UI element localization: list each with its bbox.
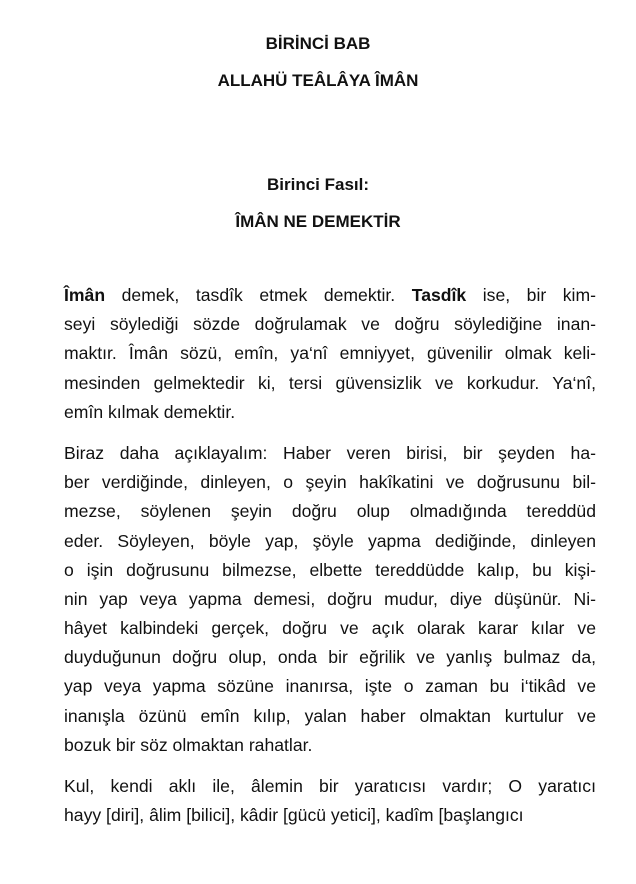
- text-line: [64, 339, 596, 368]
- text-line: [64, 801, 596, 830]
- text-run: seyi söylediği sözde doğrulamak ve doğru söylediğine inan-: [64, 314, 596, 335]
- paragraph: [64, 439, 596, 760]
- section-heading: Birinci Fasıl:: [266, 175, 370, 194]
- text-run: hâyet kalbindeki gerçek, doğru ve açık olarak karar kılar ve: [64, 618, 596, 639]
- text-line: [64, 614, 596, 643]
- text-run: maktır. Îmân sözü, emîn, ya‘nî emniyyet, güvenilir olmak keli-: [64, 343, 596, 364]
- text-run: mezse, söylenen şeyin doğru olup olmadığında tereddüd: [64, 501, 596, 522]
- bold-term: Tasdîk: [411, 285, 467, 305]
- paragraph: [64, 772, 596, 830]
- text-line: [64, 643, 596, 672]
- text-run: mesinden gelmektedir ki, tersi güvensizlik ve korkudur. Ya‘nî,: [64, 372, 596, 393]
- text-line: [64, 369, 596, 398]
- chapter-heading: BİRİNCİ BAB: [265, 34, 371, 53]
- text-run: demek, tasdîk etmek demektir.: [105, 285, 412, 305]
- text-run: Biraz daha açıklayalım: Haber veren birisi, bir şeyden ha-: [64, 442, 596, 463]
- text-line: [64, 702, 596, 731]
- text-run: emîn kılmak demektir.: [64, 401, 236, 422]
- text-line: [64, 310, 596, 339]
- text-line: [64, 398, 596, 427]
- text-run: eder. Söyleyen, böyle yap, şöyle yapma dediğinde, dinleyen: [64, 530, 596, 551]
- text-run: nin yap veya yapma demesi, doğru mudur, diye düşünür. Ni-: [64, 588, 596, 609]
- text-run: yap veya yapma sözüne inanırsa, işte o zaman bu i‘tikâd ve: [64, 676, 596, 697]
- text-run: Kul, kendi aklı ile, âlemin bir yaratıcısı vardır; O yaratıcı: [64, 776, 596, 796]
- text-line: [64, 585, 596, 614]
- text-line: [64, 556, 596, 585]
- body-text: [64, 281, 596, 842]
- text-run: bozuk bir söz olmaktan rahatlar.: [64, 734, 313, 755]
- text-line: [64, 772, 596, 801]
- text-line: [64, 497, 596, 526]
- text-run: o işin doğrusunu bilmezse, elbette tereddüdde kalıp, bu kişi-: [64, 559, 596, 580]
- paragraph: [64, 281, 596, 427]
- text-run: ber verdiğinde, dinleyen, o şeyin hakîkatini ve doğrusunu bil-: [64, 472, 596, 493]
- chapter-title: ALLAHÜ TEÂLÂYA ÎMÂN: [217, 71, 419, 90]
- section-title: ÎMÂN NE DEMEKTİR: [235, 212, 401, 231]
- text-line: [64, 672, 596, 701]
- text-line: [64, 281, 596, 310]
- text-line: [64, 731, 596, 760]
- text-line: [64, 468, 596, 497]
- text-line: [64, 439, 596, 468]
- bold-term: Îmân: [64, 285, 106, 305]
- text-run: ise, bir kim-: [466, 285, 596, 305]
- text-run: hayy [diri], âlim [bilici], kâdir [gücü yetici], kadîm [başlangıcı: [64, 805, 524, 826]
- text-line: [64, 527, 596, 556]
- text-run: duyduğunun doğru olup, onda bir eğrilik ve yanlış bulmaz da,: [64, 647, 596, 668]
- text-run: inanışla özünü emîn kılıp, yalan haber olmaktan kurtulur ve: [64, 705, 596, 726]
